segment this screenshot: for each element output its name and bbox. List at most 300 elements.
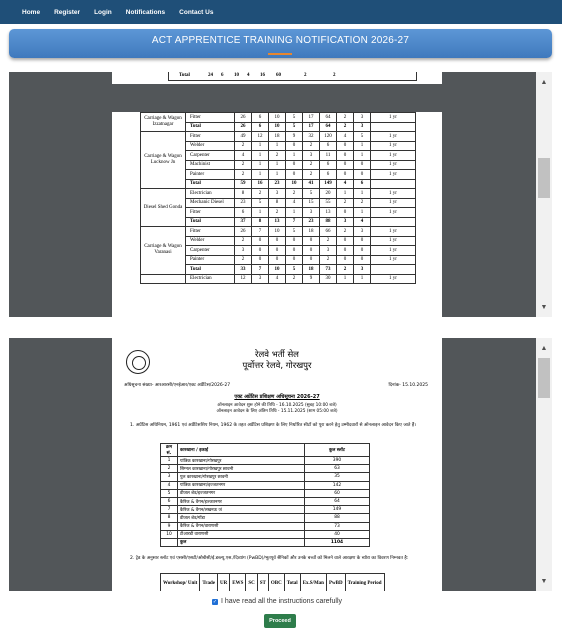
header-line-2: पूर्वोत्तर रेलवे, गोरखपुर: [242, 361, 312, 371]
trade-reservation-header: [160, 573, 385, 591]
table-cell: 2: [161, 465, 178, 473]
table-row: [161, 506, 370, 514]
value-cell: 9: [286, 132, 303, 142]
table-cell: यांत्रिक कारखाना/इज्जतनगर: [178, 481, 305, 489]
pdf-page-fragment: [112, 72, 442, 84]
value-cell: 73: [320, 265, 337, 275]
value-cell: 64: [320, 122, 337, 132]
column-header: Ex.S/Man: [300, 574, 326, 592]
table-row: [161, 538, 370, 546]
table-row: [141, 189, 416, 199]
pdf-viewer-trades[interactable]: [9, 72, 552, 317]
value-cell: 18: [303, 227, 320, 237]
value-cell: 0: [354, 255, 371, 265]
value-cell: 8: [269, 198, 286, 208]
table-header-row: [161, 574, 385, 592]
value-cell: 2: [269, 151, 286, 161]
previous-total-row: [112, 72, 442, 84]
total-cell: 60: [276, 73, 281, 78]
column-header: UR: [218, 574, 230, 592]
trade-cell: Total: [186, 265, 235, 275]
trade-cell: Electrician: [186, 189, 235, 199]
value-cell: 23: [303, 217, 320, 227]
value-cell: 6: [320, 141, 337, 151]
table-cell: 35: [305, 473, 370, 481]
value-cell: 8: [252, 217, 269, 227]
value-cell: 1: [269, 170, 286, 180]
value-cell: 1: [269, 141, 286, 151]
value-cell: 0: [354, 236, 371, 246]
value-cell: 16: [252, 179, 269, 189]
value-cell: 4: [235, 151, 252, 161]
table-row: [161, 514, 370, 522]
notification-subtitle: एक्ट अप्रेंटिस प्रशिक्षण अधिसूचना 2026-27: [234, 394, 320, 400]
top-navbar: [0, 0, 562, 24]
pdf-page: [112, 112, 442, 317]
paragraph-2: 2. ट्रेड के अनुसार स्लॉट एवं एससी/एसटी/ओबीसी/ई.डब्ल्यू.एस./दिव्यांग (PwBD)/भूतपूर्व सैनिकों और उनके बच्चों को मिलने वाले आरक्षण के ब्योरा का विवरण निम्नवत है:: [130, 556, 409, 561]
table-cell: डीजल शेड/गोंडा: [178, 514, 305, 522]
value-cell: 15: [303, 198, 320, 208]
workshop-cell: [141, 274, 186, 284]
value-cell: 0: [286, 255, 303, 265]
value-cell: 7: [252, 227, 269, 237]
value-cell: 1: [337, 189, 354, 199]
trade-cell: Fitter: [186, 132, 235, 142]
value-cell: 0: [252, 255, 269, 265]
table-row: [161, 489, 370, 497]
value-cell: 2: [337, 227, 354, 237]
value-cell: 2: [286, 189, 303, 199]
unit-slots-table: [160, 443, 370, 547]
scroll-down-arrow-icon[interactable]: ▼: [540, 304, 548, 311]
table-cell: 3: [161, 473, 178, 481]
value-cell: 1: [252, 141, 269, 151]
notification-header: [112, 350, 442, 372]
notification-ref: अधिसूचना संख्या- आरआरसी/एनईआर/एक्ट अप्रेंटिस/2026-27: [124, 383, 231, 388]
value-cell: 13: [269, 217, 286, 227]
value-cell: 0: [303, 236, 320, 246]
notification-date: दिनांक- 15.10.2025: [388, 383, 428, 388]
table-row: [161, 481, 370, 489]
table-row: [161, 444, 370, 457]
total-cell: 10: [234, 73, 239, 78]
value-cell: 1 yr: [371, 236, 416, 246]
value-cell: 5: [286, 113, 303, 123]
value-cell: 0: [337, 236, 354, 246]
value-cell: 1: [269, 160, 286, 170]
value-cell: 2: [354, 198, 371, 208]
value-cell: 66: [320, 227, 337, 237]
value-cell: 2: [337, 265, 354, 275]
value-cell: 20: [320, 189, 337, 199]
value-cell: 6: [252, 122, 269, 132]
value-cell: 0: [252, 236, 269, 246]
value-cell: 0: [354, 160, 371, 170]
value-cell: 26: [235, 227, 252, 237]
value-cell: 88: [320, 217, 337, 227]
value-cell: 3: [354, 265, 371, 275]
value-cell: 1 yr: [371, 170, 416, 180]
instructions-agreement[interactable]: [212, 598, 342, 605]
workshop-cell: Carriage & Wagon Izzatnagar: [141, 113, 186, 132]
value-cell: 0: [354, 246, 371, 256]
value-cell: 0: [252, 246, 269, 256]
table-cell: 73: [305, 522, 370, 530]
table-cell: 8: [161, 514, 178, 522]
value-cell: 64: [320, 113, 337, 123]
end-date: ऑनलाइन आवेदन के लिए अंतिम तिथि - 15.11.2025 (शाम 05:00 बजे): [216, 408, 338, 414]
value-cell: 1 yr: [371, 246, 416, 256]
trade-cell: Welder: [186, 236, 235, 246]
value-cell: 13: [320, 208, 337, 218]
value-cell: 2: [337, 198, 354, 208]
table-cell: 6: [161, 497, 178, 505]
value-cell: 1: [252, 160, 269, 170]
table-cell: डीजल शेड/इज्जतनगर: [178, 489, 305, 497]
value-cell: 17: [303, 113, 320, 123]
value-cell: 6: [320, 160, 337, 170]
table-cell: 390: [305, 457, 370, 465]
value-cell: 55: [320, 198, 337, 208]
table-cell: यांत्रिक कारखाना/गोरखपुर: [178, 457, 305, 465]
value-cell: 5: [286, 265, 303, 275]
value-cell: 3: [235, 246, 252, 256]
value-cell: [371, 265, 416, 275]
scroll-thumb[interactable]: [538, 358, 550, 398]
value-cell: 6: [235, 208, 252, 218]
value-cell: 9: [303, 274, 320, 284]
value-cell: 33: [235, 265, 252, 275]
value-cell: 1: [252, 208, 269, 218]
value-cell: 2: [337, 113, 354, 123]
value-cell: 0: [337, 246, 354, 256]
value-cell: 59: [235, 179, 252, 189]
value-cell: 1 yr: [371, 141, 416, 151]
trade-cell: Fitter: [186, 113, 235, 123]
total-cell: Total: [179, 73, 190, 78]
total-cell: 16: [260, 73, 265, 78]
trade-seat-table: [140, 112, 416, 284]
trade-cell: Welder: [186, 141, 235, 151]
value-cell: 4: [286, 198, 303, 208]
column-header: Total: [284, 574, 300, 592]
value-cell: 2: [286, 274, 303, 284]
value-cell: 2: [235, 255, 252, 265]
value-cell: 2: [235, 170, 252, 180]
value-cell: 0: [286, 236, 303, 246]
value-cell: 2: [235, 160, 252, 170]
nav-home[interactable]: Home: [22, 8, 41, 16]
table-cell: [161, 538, 178, 546]
value-cell: 10: [269, 113, 286, 123]
trade-cell: Painter: [186, 170, 235, 180]
total-cell: 2: [333, 73, 336, 78]
column-header: ST: [257, 574, 268, 592]
table-cell: 60: [305, 489, 370, 497]
value-cell: 3: [354, 113, 371, 123]
value-cell: 4: [269, 274, 286, 284]
value-cell: 2: [320, 236, 337, 246]
value-cell: 10: [269, 122, 286, 132]
value-cell: 4: [337, 179, 354, 189]
value-cell: 18: [269, 132, 286, 142]
value-cell: 10: [269, 227, 286, 237]
total-cell: 4: [247, 73, 250, 78]
value-cell: 1: [337, 274, 354, 284]
value-cell: 6: [252, 113, 269, 123]
value-cell: 0: [354, 170, 371, 180]
scroll-down-arrow-icon[interactable]: ▼: [540, 578, 548, 585]
value-cell: 0: [337, 160, 354, 170]
value-cell: 1: [252, 170, 269, 180]
total-cell: 24: [208, 73, 213, 78]
value-cell: 18: [303, 265, 320, 275]
value-cell: 41: [303, 179, 320, 189]
total-cell: 2: [304, 73, 307, 78]
trade-cell: Mechanic Diesel: [186, 198, 235, 208]
table-cell: 63: [305, 465, 370, 473]
value-cell: 1 yr: [371, 274, 416, 284]
value-cell: 0: [286, 246, 303, 256]
table-cell: 64: [305, 497, 370, 505]
table-cell: 142: [305, 481, 370, 489]
value-cell: 2: [235, 141, 252, 151]
value-cell: 37: [235, 217, 252, 227]
value-cell: 3: [320, 246, 337, 256]
proceed-button[interactable]: Proceed: [264, 614, 296, 628]
total-row: [168, 72, 417, 81]
value-cell: 32: [303, 132, 320, 142]
table-row: [161, 473, 370, 481]
value-cell: 3: [354, 122, 371, 132]
value-cell: 3: [269, 189, 286, 199]
value-cell: 2: [252, 189, 269, 199]
table-cell: कैरिज & वैगन/लखनऊ जं: [178, 506, 305, 514]
trade-cell: Carpenter: [186, 246, 235, 256]
table-cell: सिग्नल कारखाना/गोरखपुर छावनी: [178, 465, 305, 473]
value-cell: 0: [303, 246, 320, 256]
table-cell: 4: [161, 481, 178, 489]
value-cell: 1: [252, 151, 269, 161]
value-cell: 0: [303, 255, 320, 265]
scroll-thumb[interactable]: [538, 158, 550, 198]
value-cell: 3: [303, 151, 320, 161]
value-cell: 8: [235, 189, 252, 199]
value-cell: 5: [286, 227, 303, 237]
column-header: SC: [246, 574, 257, 592]
scroll-up-arrow-icon[interactable]: ▲: [540, 79, 548, 86]
table-cell: क्रम सं.: [161, 444, 178, 457]
value-cell: 1: [286, 208, 303, 218]
value-cell: 0: [286, 160, 303, 170]
value-cell: 2: [337, 122, 354, 132]
value-cell: 1: [354, 208, 371, 218]
start-date: ऑनलाइन आवेदन शुरू होने की तिथि - 16.10.2025 (सुबह 10:00 बजे): [217, 403, 337, 408]
total-cell: 6: [221, 73, 224, 78]
column-header: OBC: [268, 574, 284, 592]
table-cell: 9: [161, 522, 178, 530]
column-header: EWS: [230, 574, 246, 592]
value-cell: 3: [354, 227, 371, 237]
table-row: [161, 522, 370, 530]
value-cell: 149: [320, 179, 337, 189]
title-banner: [9, 29, 552, 58]
table-cell: कैरिज & वैगन/इज्जतनगर: [178, 497, 305, 505]
table-row: [141, 132, 416, 142]
table-row: [161, 465, 370, 473]
pdf-viewer-notification[interactable]: [9, 338, 552, 591]
table-row: [141, 274, 416, 284]
workshop-cell: Carriage & Wagon Lucknow Jn: [141, 132, 186, 189]
value-cell: 3: [337, 217, 354, 227]
value-cell: 2: [235, 236, 252, 246]
table-cell: 88: [305, 514, 370, 522]
value-cell: 2: [303, 170, 320, 180]
header-line-1: रेलवे भर्ती सेल: [255, 350, 299, 360]
value-cell: 11: [320, 151, 337, 161]
value-cell: 6: [320, 170, 337, 180]
pdf-viewer-scrollbar[interactable]: [536, 338, 552, 591]
trade-cell: Fitter: [186, 227, 235, 237]
table-cell: पुल कारखाना/गोरखपुर छावनी: [178, 473, 305, 481]
value-cell: 1 yr: [371, 208, 416, 218]
scroll-up-arrow-icon[interactable]: ▲: [540, 345, 548, 352]
value-cell: 2: [303, 160, 320, 170]
workshop-cell: Diesel Shed Gonda: [141, 189, 186, 227]
value-cell: 0: [269, 246, 286, 256]
nav-contact-us[interactable]: Contact Us: [179, 8, 214, 16]
value-cell: 120: [320, 132, 337, 142]
table-row: [161, 530, 370, 538]
table-cell: 1: [161, 457, 178, 465]
value-cell: 7: [252, 265, 269, 275]
value-cell: 7: [286, 217, 303, 227]
table-cell: कारखाना / इकाई: [178, 444, 305, 457]
banner-title: ACT APPRENTICE TRAINING NOTIFICATION 2026-27: [151, 35, 410, 46]
value-cell: 0: [286, 141, 303, 151]
column-header: Trade: [200, 574, 218, 592]
agree-label: I have read all the instructions carefully: [221, 598, 343, 605]
value-cell: 4: [354, 217, 371, 227]
value-cell: 1 yr: [371, 255, 416, 265]
value-cell: 1 yr: [371, 132, 416, 142]
pdf-viewer-scrollbar[interactable]: [536, 72, 552, 317]
column-header: Training Period: [345, 574, 384, 592]
table-row: [161, 497, 370, 505]
table-cell: 7: [161, 506, 178, 514]
value-cell: [371, 217, 416, 227]
value-cell: 10: [286, 179, 303, 189]
value-cell: 1: [354, 151, 371, 161]
value-cell: 12: [252, 132, 269, 142]
value-cell: 1 yr: [371, 198, 416, 208]
workshop-cell: Carriage & Wagon Varanasi: [141, 227, 186, 275]
table-row: [141, 227, 416, 237]
trade-cell: Machinist: [186, 160, 235, 170]
column-header: Workshop/ Unit: [161, 574, 200, 592]
value-cell: 0: [286, 170, 303, 180]
value-cell: 0: [337, 255, 354, 265]
value-cell: 4: [337, 132, 354, 142]
value-cell: 1 yr: [371, 227, 416, 237]
table-cell: कैरिज & वैगन/वाराणसी: [178, 522, 305, 530]
banner-accent-line: [268, 53, 292, 55]
value-cell: 2: [320, 255, 337, 265]
value-cell: 5: [354, 132, 371, 142]
value-cell: 1: [354, 189, 371, 199]
agree-checkbox[interactable]: ✓: [212, 598, 218, 605]
value-cell: 1 yr: [371, 151, 416, 161]
trade-cell: Total: [186, 122, 235, 132]
value-cell: 23: [235, 198, 252, 208]
value-cell: 1: [354, 274, 371, 284]
paragraph-1: 1. अप्रेंटिस अधिनियम, 1961 एवं अप्रेंटिसशिप नियम, 1962 के तहत अप्रेंटिस प्रशिक्षण के लिए निर्धारित सीटों को पूरा करने हेतु उम्मीदवारों से ऑनलाइन आवेदन किए जाते हैं।: [130, 423, 416, 428]
value-cell: 10: [269, 265, 286, 275]
value-cell: 1 yr: [371, 113, 416, 123]
value-cell: 6: [354, 179, 371, 189]
value-cell: 17: [303, 122, 320, 132]
table-cell: कुल स्लॉट: [305, 444, 370, 457]
notification-dates: [112, 403, 442, 414]
value-cell: 49: [235, 132, 252, 142]
trade-cell: Carpenter: [186, 151, 235, 161]
nav-register[interactable]: Register: [54, 8, 81, 16]
table-cell: 149: [305, 506, 370, 514]
value-cell: 5: [286, 122, 303, 132]
table-cell: 40: [305, 530, 370, 538]
value-cell: 0: [337, 151, 354, 161]
value-cell: 0: [337, 170, 354, 180]
value-cell: 1: [354, 141, 371, 151]
value-cell: 0: [337, 141, 354, 151]
trade-cell: Fitter: [186, 208, 235, 218]
value-cell: 12: [235, 274, 252, 284]
table-row: [161, 457, 370, 465]
nav-login[interactable]: Login: [94, 8, 112, 16]
value-cell: 3: [252, 274, 269, 284]
value-cell: 3: [303, 208, 320, 218]
table-row: [141, 113, 416, 123]
value-cell: 1 yr: [371, 160, 416, 170]
value-cell: 26: [235, 122, 252, 132]
value-cell: 5: [303, 189, 320, 199]
value-cell: 23: [269, 179, 286, 189]
value-cell: 26: [235, 113, 252, 123]
table-cell: 10: [161, 530, 178, 538]
value-cell: 0: [337, 208, 354, 218]
trade-cell: Total: [186, 217, 235, 227]
value-cell: 2: [269, 208, 286, 218]
value-cell: 1: [286, 151, 303, 161]
value-cell: 0: [269, 255, 286, 265]
pdf-page: [112, 338, 442, 591]
table-cell: 1104: [305, 538, 370, 546]
table-cell: 5: [161, 489, 178, 497]
value-cell: 0: [269, 236, 286, 246]
value-cell: 2: [303, 141, 320, 151]
value-cell: 5: [252, 198, 269, 208]
trade-cell: Painter: [186, 255, 235, 265]
value-cell: 1 yr: [371, 189, 416, 199]
value-cell: [371, 122, 416, 132]
value-cell: [371, 179, 416, 189]
value-cell: 30: [320, 274, 337, 284]
nav-notifications[interactable]: Notifications: [125, 8, 166, 16]
table-cell: टीआरडी वाराणसी: [178, 530, 305, 538]
trade-cell: Electrician: [186, 274, 235, 284]
table-cell: कुल: [178, 538, 305, 546]
trade-cell: Total: [186, 179, 235, 189]
